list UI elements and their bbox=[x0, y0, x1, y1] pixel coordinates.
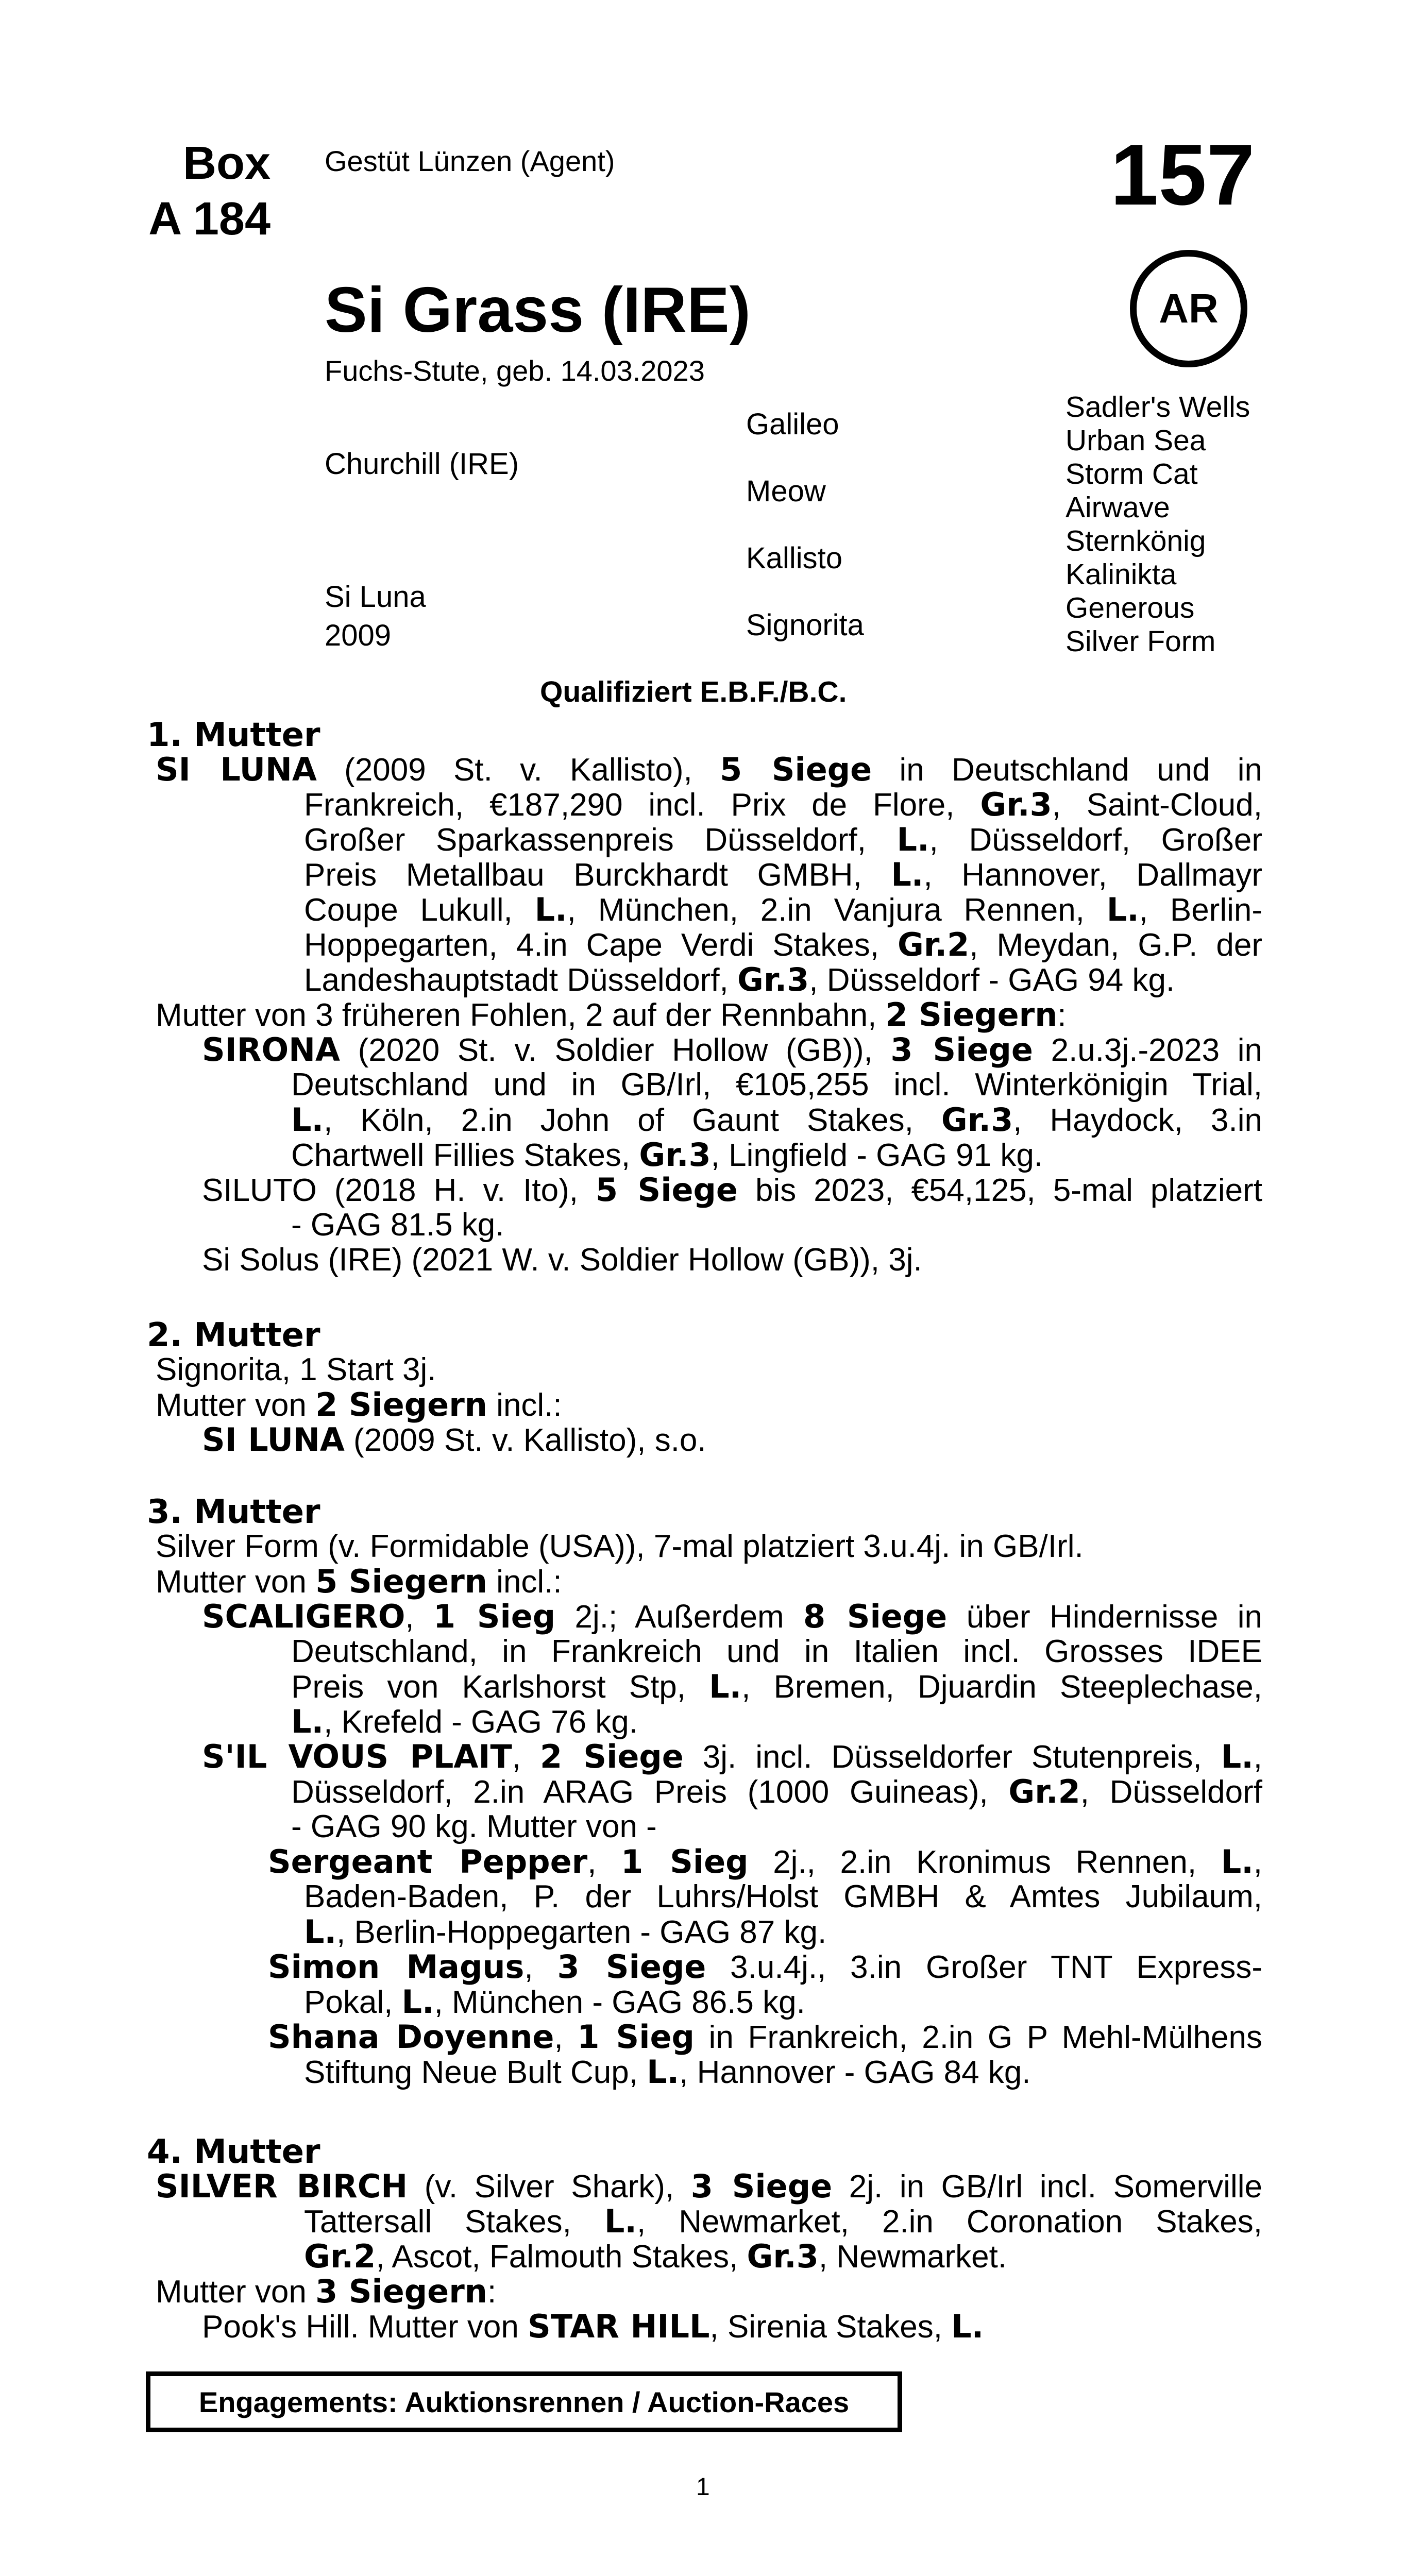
text-line: Sergeant Pepper, 1 Sieg 2j., 2.in Kronimus Rennen, L., bbox=[268, 1843, 1262, 1880]
box-number: A 184 bbox=[148, 193, 270, 245]
text-line: Signorita, 1 Start 3j. bbox=[156, 1352, 436, 1387]
pedigree-grandparent: Meow bbox=[746, 474, 826, 508]
section-heading-3: 3. Mutter bbox=[147, 1493, 320, 1531]
pedigree-great-grandparent: Sadler's Wells bbox=[1065, 391, 1250, 423]
text-line: Deutschland und in GB/Irl, €105,255 incl. Winterkönigin Trial, bbox=[291, 1067, 1262, 1103]
pedigree-grandparent: Signorita bbox=[746, 608, 864, 642]
text-line: SIRONA (2020 St. v. Soldier Hollow (GB)), 3 Siege 2.u.3j.-2023 in bbox=[202, 1031, 1262, 1069]
text-line: Baden-Baden, P. der Luhrs/Holst GMBH & Amtes Jubilaum, bbox=[304, 1879, 1262, 1914]
text-line: Mutter von 3 früheren Fohlen, 2 auf der Rennbahn, 2 Siegern: bbox=[156, 996, 1067, 1033]
text-line: Chartwell Fillies Stakes, Gr.3, Lingfield - GAG 91 kg. bbox=[291, 1136, 1043, 1174]
pedigree-great-grandparent: Silver Form bbox=[1065, 625, 1216, 658]
pedigree-grandparent: Galileo bbox=[746, 408, 839, 441]
text-line: - GAG 90 kg. Mutter von - bbox=[291, 1809, 657, 1844]
engagements-box bbox=[146, 2371, 902, 2432]
qualification: Qualifiziert E.B.F./B.C. bbox=[540, 675, 847, 708]
lot-number: 157 bbox=[1110, 126, 1255, 223]
text-line: - GAG 81.5 kg. bbox=[291, 1207, 504, 1243]
text-line: S'IL VOUS PLAIT, 2 Siege 3j. incl. Düsseldorfer Stutenpreis, L., bbox=[202, 1738, 1262, 1775]
horse-name: Si Grass (IRE) bbox=[325, 275, 751, 346]
section-heading-4: 4. Mutter bbox=[147, 2133, 320, 2171]
pedigree-great-grandparent: Generous bbox=[1065, 591, 1195, 624]
text-line: SILUTO (2018 H. v. Ito), 5 Siege bis 2023, €54,125, 5-mal platziert bbox=[202, 1171, 1262, 1209]
text-line: Gr.2, Ascot, Falmouth Stakes, Gr.3, Newmarket. bbox=[304, 2238, 1007, 2275]
text-line: Stiftung Neue Bult Cup, L., Hannover - GAG 84 kg. bbox=[304, 2053, 1031, 2091]
text-line: Landeshauptstadt Düsseldorf, Gr.3, Düsseldorf - GAG 94 kg. bbox=[304, 961, 1175, 998]
box-label: Box bbox=[182, 138, 270, 189]
section-heading-1: 1. Mutter bbox=[147, 716, 320, 754]
text-line: Frankreich, €187,290 incl. Prix de Flore, Gr.3, Saint-Cloud, bbox=[304, 786, 1262, 823]
pedigree-dam-year: 2009 bbox=[325, 619, 392, 652]
ar-badge-text: AR bbox=[1159, 285, 1219, 331]
text-line: SI LUNA (2009 St. v. Kallisto), s.o. bbox=[202, 1421, 706, 1459]
text-line: Mutter von 5 Siegern incl.: bbox=[156, 1563, 562, 1600]
text-line: Coupe Lukull, L., München, 2.in Vanjura Rennen, L., Berlin- bbox=[304, 891, 1263, 928]
horse-description: Fuchs-Stute, geb. 14.03.2023 bbox=[325, 354, 705, 387]
text-line: SILVER BIRCH (v. Silver Shark), 3 Siege 2j. in GB/Irl incl. Somerville bbox=[156, 2167, 1262, 2205]
text-line: Simon Magus, 3 Siege 3.u.4j., 3.in Großer TNT Express- bbox=[268, 1948, 1262, 1986]
text-line: Mutter von 2 Siegern incl.: bbox=[156, 1386, 562, 1423]
consignor: Gestüt Lünzen (Agent) bbox=[325, 145, 615, 177]
pedigree-great-grandparent: Airwave bbox=[1065, 491, 1170, 524]
pedigree-dam: Si Luna bbox=[325, 580, 426, 614]
pedigree-great-grandparent: Kalinikta bbox=[1065, 558, 1177, 591]
text-line: Shana Doyenne, 1 Sieg in Frankreich, 2.in G P Mehl-Mülhens bbox=[268, 2018, 1262, 2056]
text-line: Deutschland, in Frankreich und in Italien incl. Grosses IDEE bbox=[291, 1634, 1262, 1669]
pedigree-grandparent: Kallisto bbox=[746, 541, 842, 575]
text-line: Tattersall Stakes, L., Newmarket, 2.in Coronation Stakes, bbox=[304, 2202, 1263, 2240]
pedigree-great-grandparent: Urban Sea bbox=[1065, 424, 1206, 457]
text-line: Großer Sparkassenpreis Düsseldorf, L., Düsseldorf, Großer bbox=[304, 821, 1262, 858]
text-line: SCALIGERO, 1 Sieg 2j.; Außerdem 8 Siege über Hindernisse in bbox=[202, 1598, 1262, 1635]
pedigree-great-grandparent: Storm Cat bbox=[1065, 457, 1198, 490]
text-line: Preis Metallbau Burckhardt GMBH, L., Hannover, Dallmayr bbox=[304, 856, 1263, 893]
text-line: Düsseldorf, 2.in ARAG Preis (1000 Guineas), Gr.2, Düsseldorf bbox=[291, 1773, 1262, 1810]
text-line: Hoppegarten, 4.in Cape Verdi Stakes, Gr.2, Meydan, G.P. der bbox=[304, 926, 1262, 963]
text-line: L., Krefeld - GAG 76 kg. bbox=[291, 1703, 638, 1740]
section-heading-2: 2. Mutter bbox=[147, 1316, 320, 1354]
text-line: SI LUNA (2009 St. v. Kallisto), 5 Siege in Deutschland und in bbox=[156, 751, 1262, 788]
text-line: L., Köln, 2.in John of Gaunt Stakes, Gr.3, Haydock, 3.in bbox=[291, 1101, 1262, 1139]
text-line: Preis von Karlshorst Stp, L., Bremen, Djuardin Steeplechase, bbox=[291, 1668, 1262, 1705]
engagements-label: Engagements: Auktionsrennen / Auction-Races bbox=[198, 2385, 850, 2418]
text-line: Pokal, L., München - GAG 86.5 kg. bbox=[304, 1983, 805, 2021]
text-line: Silver Form (v. Formidable (USA)), 7-mal platziert 3.u.4j. in GB/Irl. bbox=[156, 1529, 1084, 1564]
text-line: Mutter von 3 Siegern: bbox=[156, 2273, 497, 2310]
text-line: L., Berlin-Hoppegarten - GAG 87 kg. bbox=[304, 1913, 827, 1951]
ar-badge bbox=[1130, 250, 1247, 367]
pedigree-great-grandparent: Sternkönig bbox=[1065, 524, 1206, 557]
text-line: Pook's Hill. Mutter von STAR HILL, Sirenia Stakes, L. bbox=[202, 2308, 984, 2345]
page-number: 1 bbox=[696, 2473, 710, 2501]
text-line: Si Solus (IRE) (2021 W. v. Soldier Hollow (GB)), 3j. bbox=[202, 1242, 922, 1278]
pedigree-sire: Churchill (IRE) bbox=[325, 447, 519, 481]
